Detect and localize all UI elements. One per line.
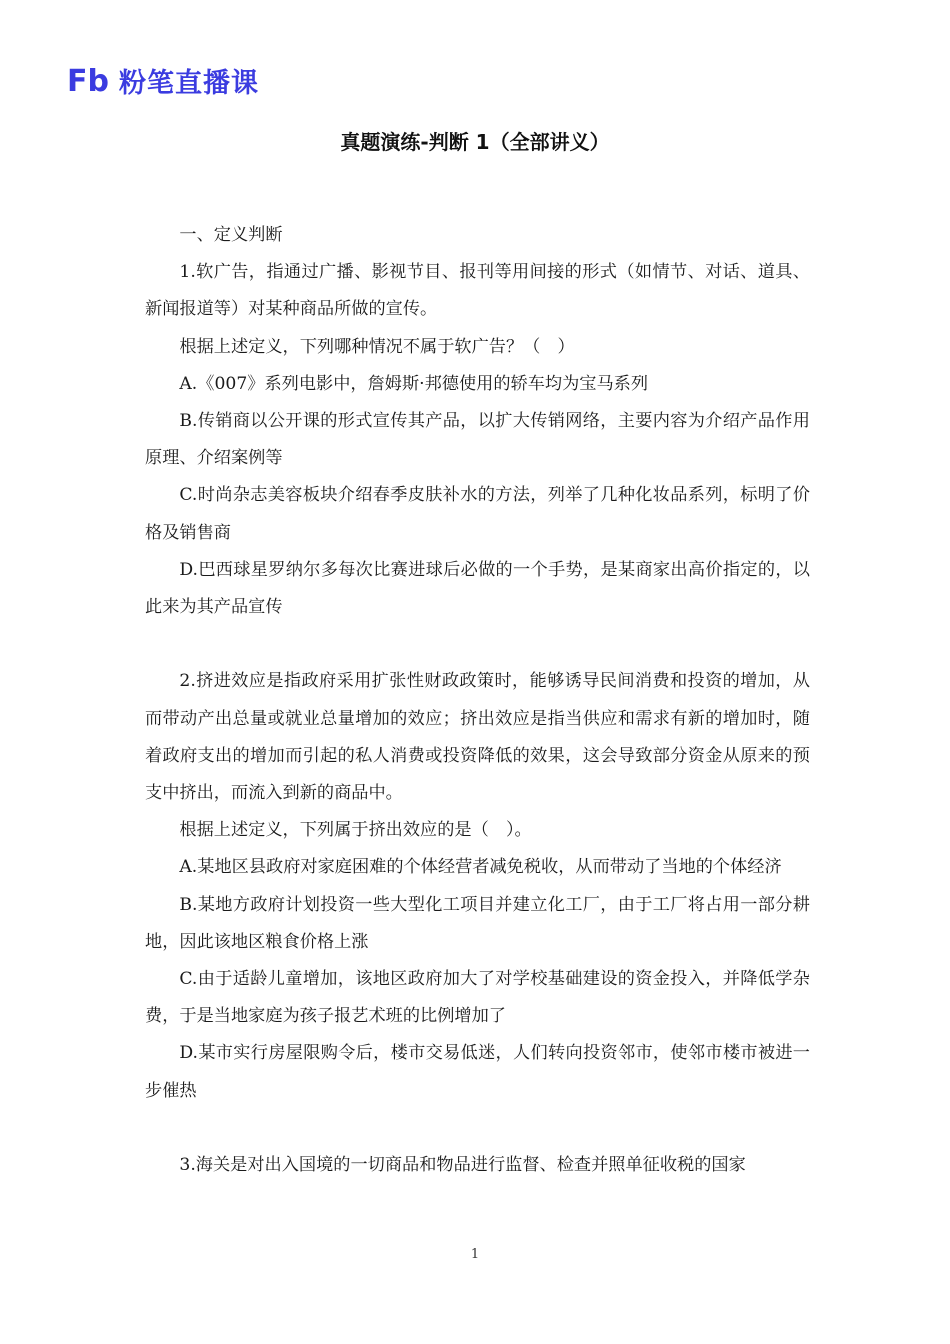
page-number: 1: [470, 1247, 480, 1262]
paragraph-gap: [145, 626, 810, 663]
question-2-option-b: B.某地方政府计划投资一些大型化工项目并建立化工厂，由于工厂将占用一部分耕地，因此该地区粮食价格上涨: [145, 894, 810, 952]
question-1-option-a: A.《007》系列电影中，詹姆斯·邦德使用的轿车均为宝马系列: [179, 373, 649, 394]
question-2-option-a: A.某地区县政府对家庭困难的个体经营者减免税收，从而带动了当地的个体经济: [179, 857, 782, 878]
question-2-option-c: C.由于适龄儿童增加，该地区政府加大了对学校基础建设的资金投入，并降低学杂费，于是当地家庭为孩子报艺术班的比例增加了: [145, 969, 810, 1027]
question-1-stem: 1.软广告，指通过广播、影视节目、报刊等用间接的形式（如情节、对话、道具、新闻报道等）对某种商品所做的宣传。: [145, 262, 810, 320]
question-3-stem: 3.海关是对出入国境的一切商品和物品进行监督、检查并照单征收税的国家: [179, 1155, 746, 1176]
question-2-prompt: 根据上述定义，下列属于挤出效应的是（ ）。: [179, 820, 532, 841]
brand-name: 粉笔直播课: [119, 67, 259, 99]
question-1-option-d: D.巴西球星罗纳尔多每次比赛进球后必做的一个手势，是某商家出高价指定的，以此来为其产品宣传: [145, 559, 810, 618]
document-title: 真题演练-判断 1（全部讲义）: [340, 130, 610, 154]
section-heading: 一、定义判断: [179, 225, 283, 245]
fb-logo-icon: [67, 64, 113, 96]
question-1-prompt: 根据上述定义，下列哪种情况不属于软广告？（ ）: [179, 336, 575, 357]
question-2-option-d: D.某市实行房屋限购令后，楼市交易低迷，人们转向投资邻市，使邻市楼市被进一步催热: [145, 1043, 810, 1101]
document-body: [145, 217, 810, 1184]
brand-logo: [67, 62, 259, 98]
question-1-option-b: B.传销商以公开课的形式宣传其产品，以扩大传销网络，主要内容为介绍产品作用原理、介绍案例等: [145, 411, 810, 469]
question-1-option-c: C.时尚杂志美容板块介绍春季皮肤补水的方法，列举了几种化妆品系列，标明了价格及销售商: [145, 485, 810, 543]
question-2-stem: 2.挤进效应是指政府采用扩张性财政政策时，能够诱导民间消费和投资的增加，从而带动产出总量或就业总量增加的效应；挤出效应是指当供应和需求有新的增加时，随着政府支出的增加而引起的私人消费或投资降低的效果，这会导致部分资金从原来的预支中挤出，而流入到新的商品中。: [145, 671, 810, 804]
svg-text:Fb: Fb: [67, 64, 109, 96]
paragraph-gap: [145, 1110, 810, 1147]
